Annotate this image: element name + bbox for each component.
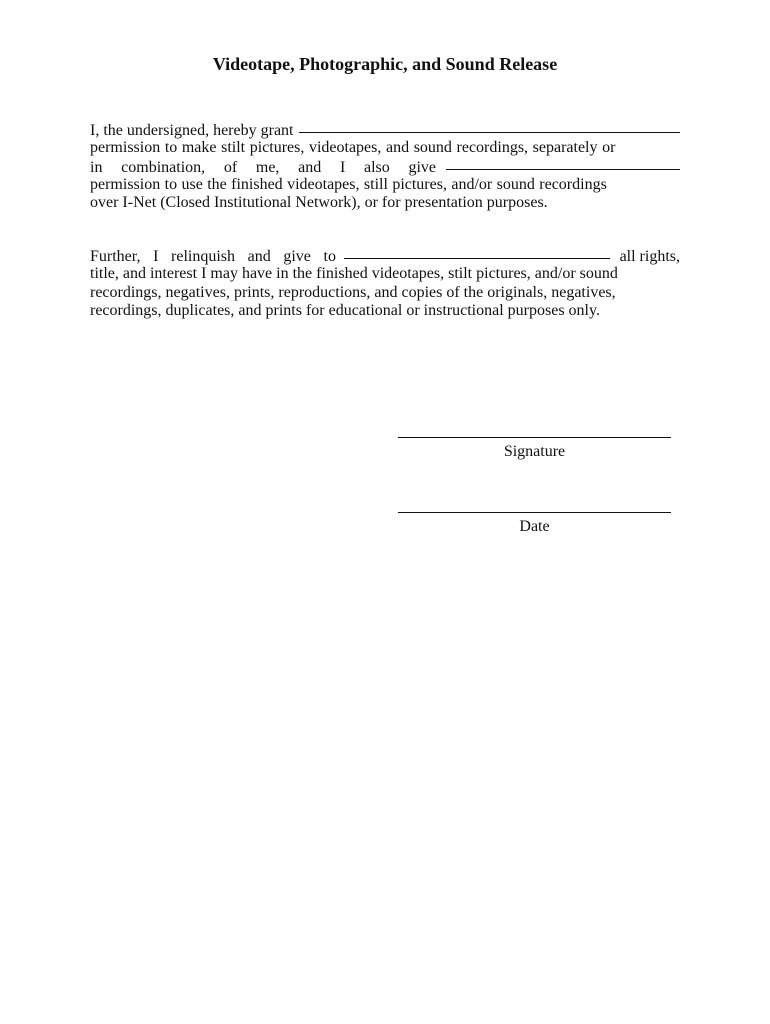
- relinquish-line-1-end: all rights,: [619, 248, 680, 265]
- word: of: [223, 158, 238, 176]
- word: I: [339, 158, 346, 176]
- grant-line-2-text: permission to make stilt pictures, videotapes, and sound recordings, separately or: [90, 139, 616, 157]
- grant-line-5: [90, 194, 680, 212]
- relinquish-line-1: [90, 247, 680, 265]
- grant-line-1-text: I, the undersigned, hereby grant: [90, 122, 294, 139]
- grantee-blank[interactable]: [299, 119, 680, 133]
- grant-line-3: [90, 158, 680, 176]
- word: to: [323, 248, 336, 265]
- grant-line-5-text: over I-Net (Closed Institutional Network), or for presentation purposes.: [90, 194, 548, 212]
- word: in: [90, 158, 103, 176]
- relinquish-line-3-text: recordings, negatives, prints, reproductions, and copies of the originals, negatives,: [90, 283, 616, 301]
- date-block: [398, 512, 671, 537]
- grant-line-3-words: [90, 159, 436, 177]
- relinquish-line-3: [90, 284, 680, 302]
- date-line[interactable]: [398, 512, 671, 513]
- relinquish-line-4: [90, 302, 680, 320]
- word: and: [298, 158, 322, 176]
- word: also: [363, 158, 390, 176]
- rights-recipient-blank[interactable]: [344, 245, 610, 259]
- word: relinquish: [171, 248, 236, 265]
- grant-line-1: [90, 121, 680, 139]
- date-label: Date: [519, 518, 550, 535]
- permission-grantee-blank[interactable]: [446, 156, 680, 170]
- relinquish-line-1-words: [90, 248, 336, 266]
- grant-paragraph: [90, 121, 680, 212]
- word: give: [408, 158, 436, 176]
- grant-line-4-text: permission to use the finished videotapes, still pictures, and/or sound recordings: [90, 175, 607, 193]
- word: I: [153, 248, 159, 265]
- grant-line-4: [90, 176, 680, 194]
- word: combination,: [121, 158, 206, 176]
- document-title: Videotape, Photographic, and Sound Release: [212, 54, 558, 74]
- relinquish-line-4-text: recordings, duplicates, and prints for educational or instructional purposes only.: [90, 301, 600, 319]
- word: give: [283, 248, 311, 265]
- relinquish-line-2-text: title, and interest I may have in the finished videotapes, stilt pictures, and/or sound: [90, 265, 618, 283]
- word: Further,: [90, 248, 141, 265]
- word: and: [247, 248, 271, 265]
- word: me,: [255, 158, 280, 176]
- signature-line[interactable]: [398, 437, 671, 438]
- relinquish-line-2: [90, 265, 680, 283]
- signature-block: [398, 437, 671, 462]
- relinquish-paragraph: [90, 247, 680, 320]
- signature-label: Signature: [503, 443, 566, 460]
